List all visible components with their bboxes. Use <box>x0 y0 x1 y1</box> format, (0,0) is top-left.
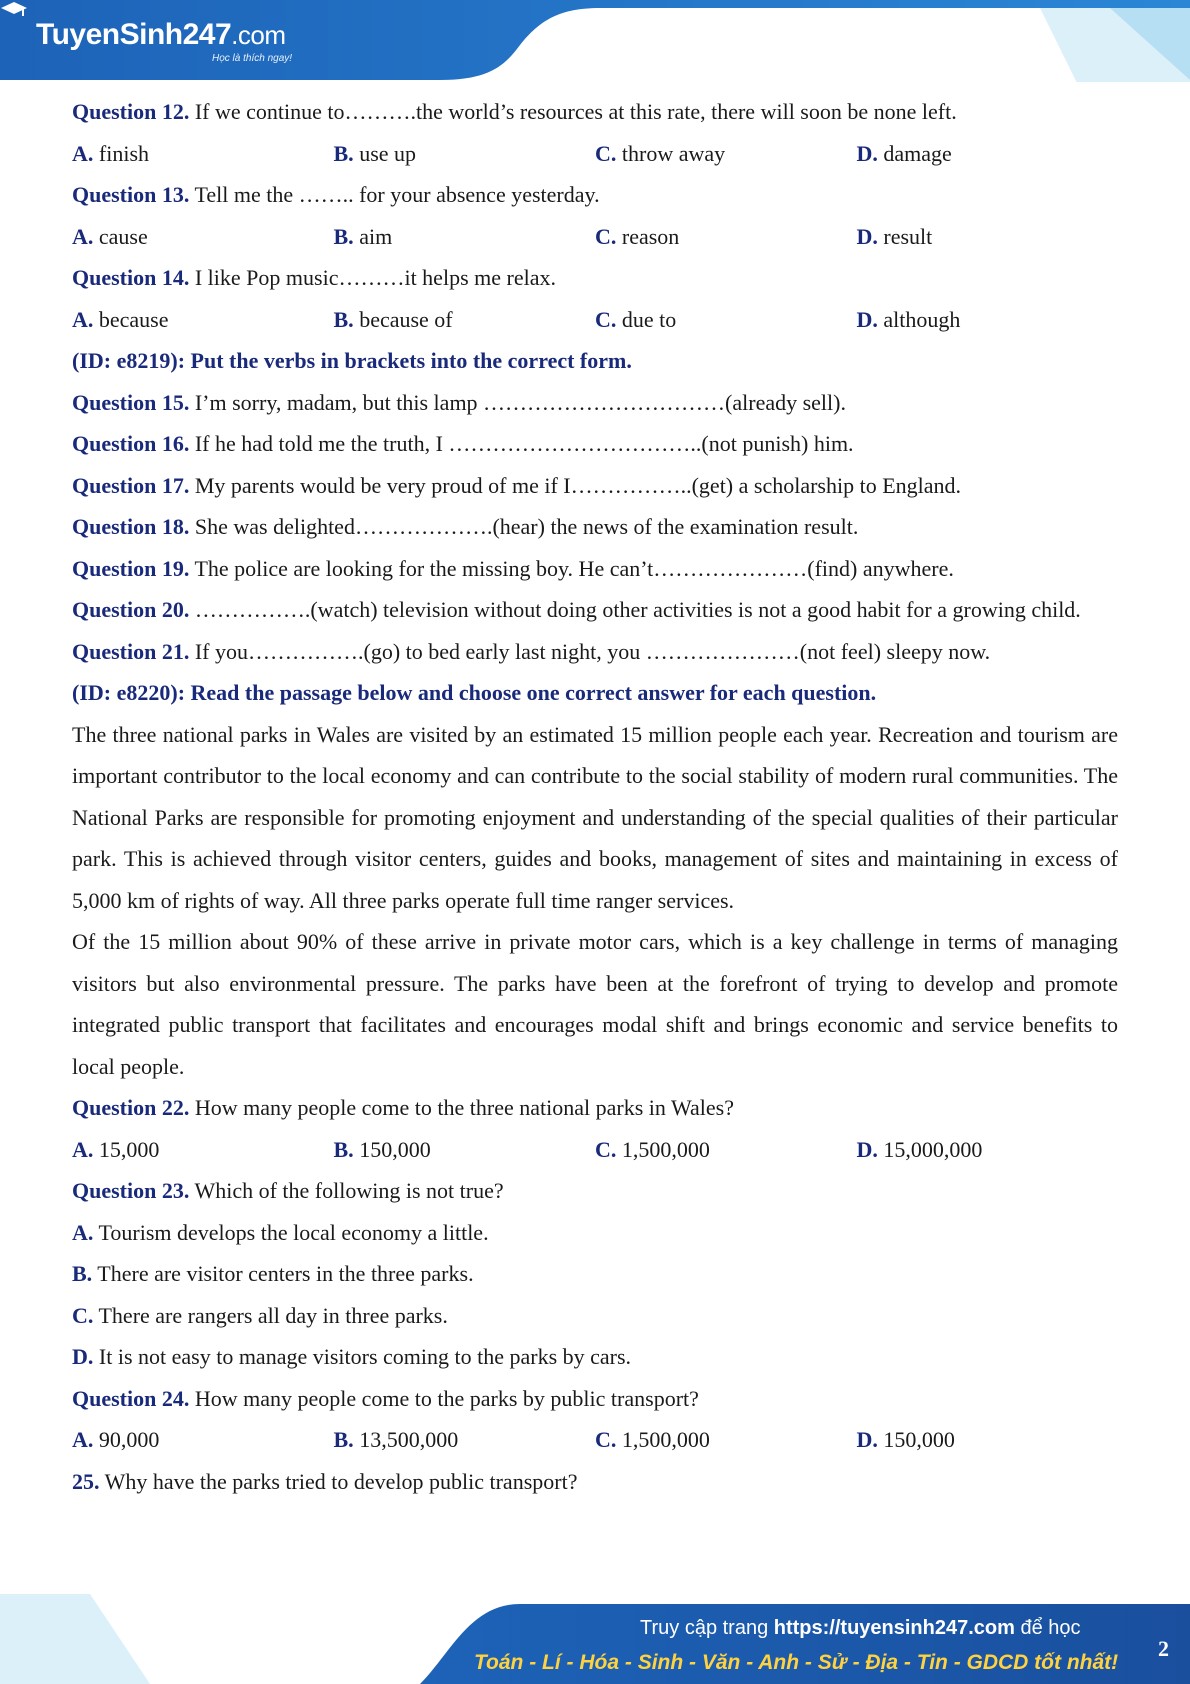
option-letter: A. <box>72 1136 94 1162</box>
option-letter: B. <box>333 306 354 332</box>
option-d <box>857 299 1119 341</box>
question-label: Question 19. <box>72 555 190 581</box>
option-letter: A. <box>72 306 94 332</box>
option-c <box>595 1419 857 1461</box>
question-17 <box>72 465 1118 507</box>
question-22 <box>72 1087 1118 1129</box>
option-text: cause <box>93 223 148 249</box>
option-letter: B. <box>333 223 354 249</box>
footer-prefix: Truy cập trang <box>640 1617 774 1639</box>
question-label: Question 17. <box>72 472 190 498</box>
question-14 <box>72 257 1118 299</box>
question-label: Question 21. <box>72 638 190 664</box>
question-label: Question 12. <box>72 99 190 124</box>
footer-url-link[interactable]: https://tuyensinh247.com <box>773 1617 1015 1639</box>
option-d <box>72 1336 1118 1378</box>
page-number: 2 <box>1158 1636 1169 1661</box>
option-text: 15,000 <box>93 1136 160 1162</box>
logo-suffix: .com <box>231 20 286 50</box>
question-20 <box>72 589 1118 631</box>
option-text: throw away <box>616 140 726 166</box>
option-text: It is not easy to manage visitors coming to the parks by cars. <box>93 1344 632 1369</box>
option-text: 150,000 <box>877 1427 955 1452</box>
option-b <box>334 216 596 258</box>
question-text: She was delighted……………….(hear) the news of the examination result. <box>189 514 859 539</box>
question-12 <box>72 91 1118 133</box>
option-letter: D. <box>856 1136 878 1162</box>
option-a <box>72 299 334 341</box>
passage-paragraph-1: The three national parks in Wales are visited by an estimated 15 million people each year. Recreation and tourism are important contributor to the local economy and can contribute to the social stability of modern rural communities. The National Parks are responsible for promoting enjoyment and understanding of the special qualities of their particular park. This is achieved through visitor centers, guides and books, management of sites and maintaining in excess of 5,000 km of rights of way. All three parks operate full time ranger services. <box>72 721 1118 913</box>
option-letter: B. <box>333 140 354 166</box>
question-16 <box>72 423 1118 465</box>
option-text: due to <box>616 306 677 332</box>
question-text: How many people come to the three national parks in Wales? <box>189 1095 734 1120</box>
footer-visit-text <box>640 1617 1081 1640</box>
option-letter: C. <box>595 223 617 249</box>
option-text: reason <box>616 223 680 249</box>
option-b <box>334 133 596 175</box>
question-15 <box>72 382 1118 424</box>
option-c <box>595 216 857 258</box>
question-label: Question 13. <box>72 182 190 207</box>
question-label: Question 18. <box>72 514 190 539</box>
question-label: Question 20. <box>72 597 190 622</box>
question-text: I’m sorry, madam, but this lamp ……………………………(already sell). <box>189 389 846 415</box>
option-c <box>595 299 857 341</box>
question-12-options <box>72 133 1118 175</box>
question-text: How many people come to the parks by public transport? <box>189 1385 699 1411</box>
option-a <box>72 1129 334 1171</box>
option-letter: B. <box>72 1261 93 1286</box>
question-text: If he had told me the truth, I ……………………………..(not punish) him. <box>189 431 854 456</box>
option-a <box>72 1419 334 1461</box>
question-text: If we continue to……….the world’s resources at this rate, there will soon be none left. <box>189 99 957 124</box>
option-text: result <box>877 223 933 249</box>
option-letter: A. <box>72 1219 94 1245</box>
question-text: If you…………….(go) to bed early last night, you …………………(not feel) sleepy now. <box>189 638 991 664</box>
question-22-options <box>72 1129 1118 1171</box>
question-text: The police are looking for the missing boy. He can’t…………………(find) anywhere. <box>189 555 954 581</box>
option-d <box>857 216 1119 258</box>
footer-subjects: Toán - Lí - Hóa - Sinh - Văn - Anh - Sử - Địa - Tin - GDCD tốt nhất! <box>474 1651 1119 1674</box>
option-c <box>595 133 857 175</box>
question-label: Question 24. <box>72 1385 190 1411</box>
logo-main: TuyenSinh247 <box>36 18 232 51</box>
option-letter: B. <box>333 1427 354 1452</box>
option-text: 15,000,000 <box>877 1136 983 1162</box>
option-text: 13,500,000 <box>353 1427 459 1452</box>
option-b <box>334 1129 596 1171</box>
question-21 <box>72 631 1118 673</box>
option-text: use up <box>353 140 417 166</box>
question-label: Question 16. <box>72 431 190 456</box>
option-b <box>334 299 596 341</box>
option-d <box>857 1129 1119 1171</box>
option-text: finish <box>93 140 150 166</box>
question-text: My parents would be very proud of me if I……………..(get) a scholarship to England. <box>189 472 962 498</box>
site-logo[interactable] <box>36 18 286 52</box>
question-24-options <box>72 1419 1118 1461</box>
option-text: 90,000 <box>93 1427 160 1452</box>
option-letter: C. <box>72 1302 94 1328</box>
option-letter: C. <box>595 1136 617 1162</box>
option-c <box>595 1129 857 1171</box>
question-label: Question 15. <box>72 389 190 415</box>
question-19 <box>72 548 1118 590</box>
option-letter: D. <box>856 223 878 249</box>
option-text: damage <box>877 140 952 166</box>
option-text: There are rangers all day in three parks. <box>93 1302 448 1328</box>
option-letter: C. <box>595 140 617 166</box>
option-a <box>72 216 334 258</box>
option-letter: A. <box>72 223 94 249</box>
passage-paragraph-2: Of the 15 million about 90% of these arrive in private motor cars, which is a key challenge in terms of managing visitors but also environmental pressure. The parks have been at the forefront of trying to develop and promote integrated public transport that facilitates and encourages modal shift and brings economic and service benefits to local people. <box>72 929 1118 1079</box>
option-letter: D. <box>856 306 878 332</box>
graduation-cap-icon <box>0 0 28 20</box>
question-text: Why have the parks tried to develop public transport? <box>99 1468 578 1494</box>
option-a <box>72 133 334 175</box>
footer-suffix: để học <box>1014 1617 1081 1639</box>
option-letter: D. <box>856 140 878 166</box>
question-label: Question 22. <box>72 1095 190 1120</box>
question-text: I like Pop music………it helps me relax. <box>189 265 556 290</box>
option-text: although <box>877 306 961 332</box>
option-letter: C. <box>595 1427 617 1452</box>
question-13 <box>72 174 1118 216</box>
logo-tagline: Học là thích ngay! <box>212 53 293 64</box>
question-label: 25. <box>72 1468 100 1494</box>
option-text: aim <box>353 223 393 249</box>
option-b <box>72 1253 1118 1295</box>
option-text: 150,000 <box>353 1136 431 1162</box>
option-b <box>334 1419 596 1461</box>
option-d <box>857 1419 1119 1461</box>
section-heading-verbs: (ID: e8219): Put the verbs in brackets into the correct form. <box>72 348 632 373</box>
option-text: 1,500,000 <box>616 1136 710 1162</box>
section-heading-reading: (ID: e8220): Read the passage below and choose one correct answer for each question. <box>72 680 877 705</box>
question-14-options <box>72 299 1118 341</box>
question-13-options <box>72 216 1118 258</box>
option-text: because <box>93 306 169 332</box>
question-25 <box>72 1461 1118 1503</box>
question-text: Tell me the …….. for your absence yesterday. <box>189 182 600 207</box>
question-label: Question 23. <box>72 1178 190 1203</box>
question-label: Question 14. <box>72 265 190 290</box>
option-text: There are visitor centers in the three parks. <box>92 1261 474 1286</box>
option-letter: D. <box>856 1427 878 1452</box>
worksheet-body <box>72 91 1118 1502</box>
option-a <box>72 1212 1118 1254</box>
option-text: 1,500,000 <box>616 1427 710 1452</box>
option-text: because of <box>353 306 453 332</box>
question-18 <box>72 506 1118 548</box>
option-text: Tourism develops the local economy a little. <box>93 1219 489 1245</box>
question-23 <box>72 1170 1118 1212</box>
question-text: Which of the following is not true? <box>189 1178 504 1203</box>
option-letter: C. <box>595 306 617 332</box>
question-24 <box>72 1378 1118 1420</box>
option-letter: B. <box>333 1136 354 1162</box>
page-header <box>0 0 1190 82</box>
option-letter: A. <box>72 1427 94 1452</box>
option-letter: A. <box>72 140 94 166</box>
option-letter: D. <box>72 1344 94 1369</box>
question-text: …………….(watch) television without doing other activities is not a good habit for a growing child. <box>189 597 1081 622</box>
option-d <box>857 133 1119 175</box>
option-c <box>72 1295 1118 1337</box>
